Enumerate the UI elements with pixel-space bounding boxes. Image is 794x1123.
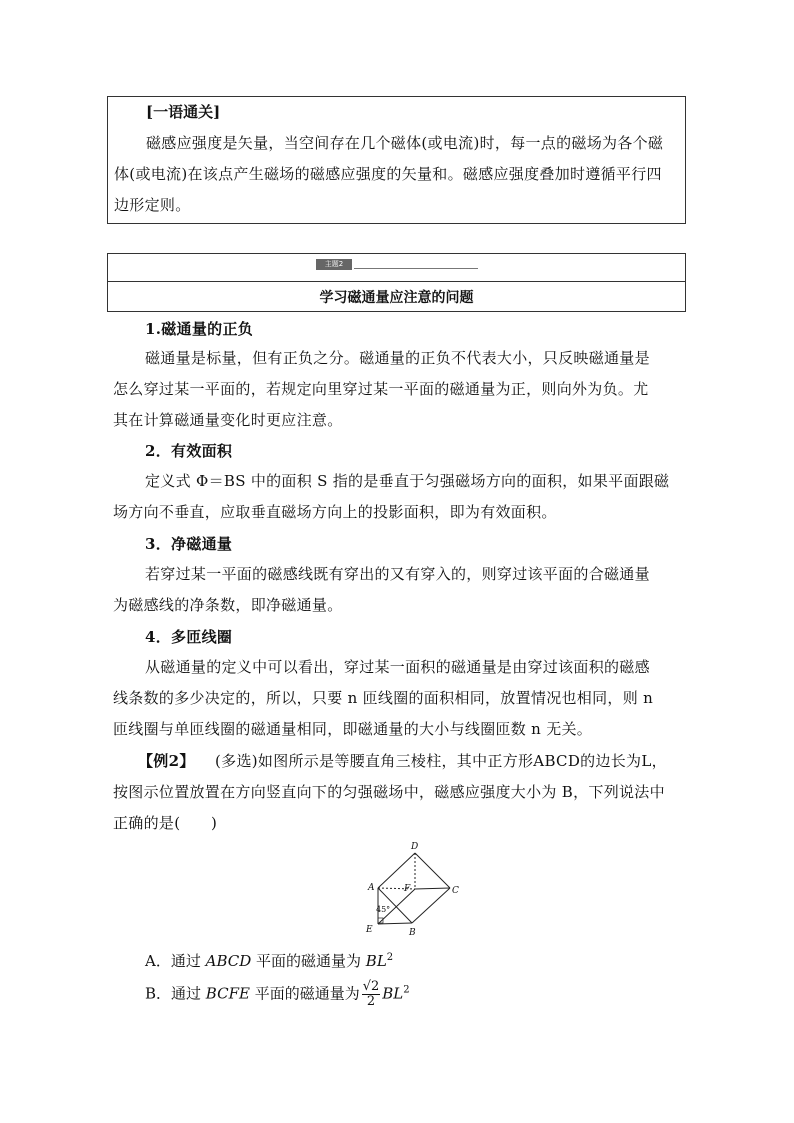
vertex-label-e: E — [366, 925, 373, 935]
vertex-label-d: D — [411, 842, 419, 852]
example-tag: 【例2】 — [138, 752, 195, 770]
paragraph-line: 场方向不垂直，应取垂直磁场方向上的投影面积，即为有效面积。 — [113, 503, 557, 521]
summary-line: 磁感应强度是矢量，当空间存在几个磁体(或电流)时，每一点的磁场为各个磁 — [146, 134, 664, 152]
section-heading: 3．净磁通量 — [145, 535, 233, 553]
example-line: 正确的是( ) — [113, 814, 218, 832]
topic-tag: 主题2 — [316, 259, 352, 270]
paragraph-line: 其在计算磁通量变化时更应注意。 — [113, 411, 343, 429]
paragraph-line: 匝线圈与单匝线圈的磁通量相同，即磁通量的大小与线圈匝数 n 无关。 — [113, 720, 593, 738]
option-b-prefix: B．通过 — [145, 984, 206, 1003]
vertex-label-c: C — [452, 886, 459, 896]
section-heading: 2．有效面积 — [145, 442, 233, 460]
option-b — [145, 980, 410, 1009]
paragraph-line: 磁通量是标量，但有正负之分。磁通量的正负不代表大小，只反映磁通量是 — [145, 349, 650, 367]
paragraph-line: 定义式 Φ＝BS 中的面积 S 指的是垂直于匀强磁场方向的面积，如果平面跟磁 — [145, 472, 670, 490]
option-a-exp: 2 — [386, 952, 394, 963]
vertex-label-f: F — [404, 884, 411, 894]
option-b-plane: BCFE — [205, 984, 250, 1003]
topic-tag-rule — [354, 268, 478, 269]
summary-box — [107, 96, 686, 224]
topic-divider — [108, 281, 685, 282]
prism-figure — [355, 838, 470, 940]
paragraph-line: 怎么穿过某一平面的，若规定向里穿过某一平面的磁通量为正，则向外为负。尤 — [113, 380, 649, 398]
paragraph-line: 为磁感线的净条数，即净磁通量。 — [113, 596, 343, 614]
topic-title: 学习磁通量应注意的问题 — [319, 290, 474, 306]
option-b-denominator: 2 — [366, 994, 376, 1009]
option-a-mid: 平面的磁通量为 — [251, 952, 366, 970]
option-b-exp: 2 — [403, 984, 410, 996]
summary-line: 边形定则。 — [114, 196, 191, 214]
paragraph-line: 线条数的多少决定的，所以，只要 n 匝线圈的面积相同，放置情况也相同，则 n — [113, 689, 654, 707]
topic-header — [107, 253, 686, 312]
option-b-mid: 平面的磁通量为 — [249, 984, 360, 1003]
vertex-label-a: A — [368, 883, 375, 893]
example-line: 按图示位置放置在方向竖直向下的匀强磁场中，磁感应强度大小为 B，下列说法中 — [113, 783, 665, 801]
paragraph-line: 从磁通量的定义中可以看出，穿过某一面积的磁通量是由穿过该面积的磁感 — [145, 658, 650, 676]
paragraph-line: 若穿过某一平面的磁感线既有穿出的又有穿入的，则穿过该平面的合磁通量 — [145, 565, 650, 583]
example-line: (多选)如图所示是等腰直角三棱柱，其中正方形ABCD的边长为L， — [215, 752, 667, 770]
option-b-numerator: √2 — [362, 979, 380, 994]
vertex-label-b: B — [409, 928, 416, 938]
option-a-expr: BL — [365, 952, 387, 970]
section-heading: 4．多匝线圈 — [145, 628, 233, 646]
option-b-expr: BL — [382, 984, 404, 1003]
angle-label: 45° — [376, 905, 391, 914]
summary-title: [一语通关] — [146, 103, 221, 121]
option-a — [145, 950, 393, 971]
option-b-fraction — [362, 980, 381, 1009]
option-a-prefix: A．通过 — [145, 952, 206, 970]
section-heading: 1.磁通量的正负 — [145, 320, 254, 338]
summary-line: 体(或电流)在该点产生磁场的磁感应强度的矢量和。磁感应强度叠加时遵循平行四 — [114, 165, 662, 183]
option-a-plane: ABCD — [205, 952, 252, 970]
